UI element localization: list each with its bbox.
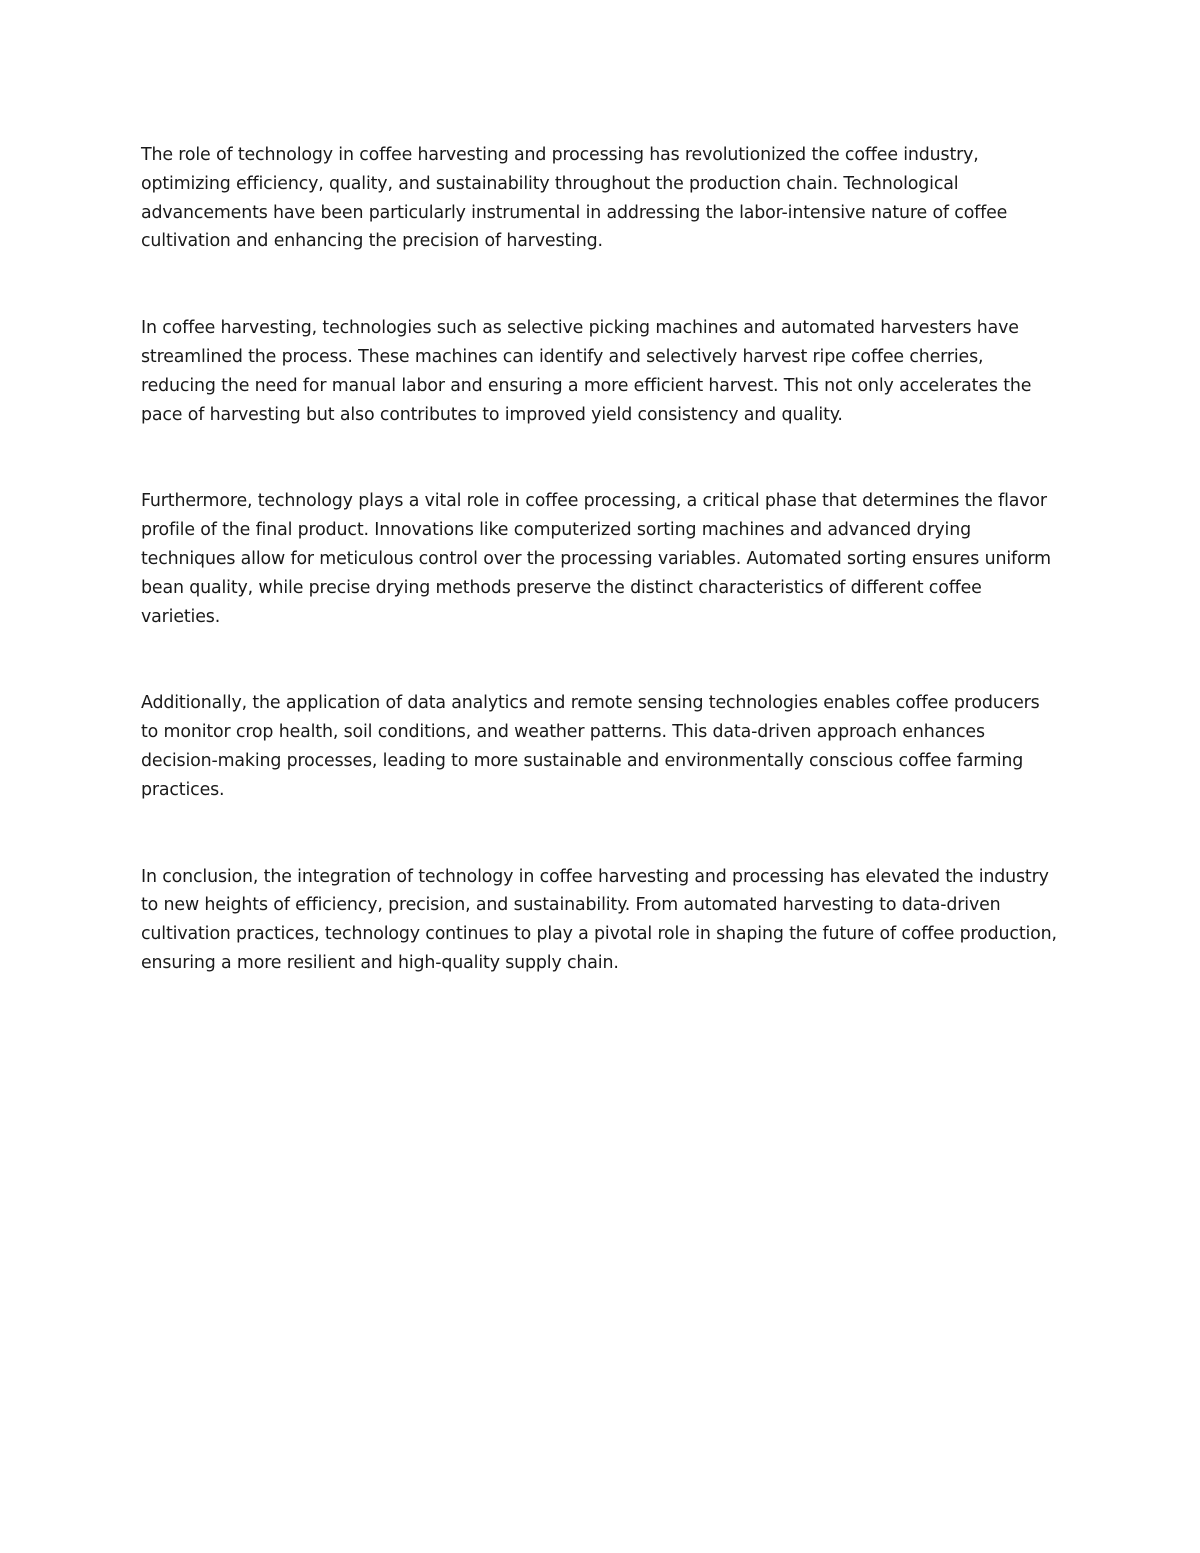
paragraph-2: In coffee harvesting, technologies such as selective picking machines and automated harvesters have streamlined the process. These machines can identify and selectively harvest ripe coffee cherries, reducing the need for manual labor and ensuring a more efficient harvest. This not only accelerates the pace of harvesting but also contributes to improved yield consistency and quality. xyxy=(141,318,1032,425)
paragraph-1: The role of technology in coffee harvesting and processing has revolutionized the coffee industry, optimizing efficiency, quality, and sustainability throughout the production chain. Technological advancements have been particularly instrumental in addressing the labor-intensive nature of coffee cultivation and enhancing the precision of harvesting. xyxy=(141,145,1008,252)
paragraph-3: Furthermore, technology plays a vital role in coffee processing, a critical phase that determines the flavor profile of the final product. Innovations like computerized sorting machines and advanced drying techniques allow for meticulous control over the processing variables. Automated sorting ensures uniform bean quality, while precise drying methods preserve the distinct characteristics of different coffee varieties. xyxy=(141,491,1051,627)
paragraph-5: In conclusion, the integration of technology in coffee harvesting and processing has elevated the industry to new heights of efficiency, precision, and sustainability. From automated harvesting to data-driven cultivation practices, technology continues to play a pivotal role in shaping the future of coffee production, ensuring a more resilient and high-quality supply chain. xyxy=(141,866,1057,973)
paragraph-4: Additionally, the application of data analytics and remote sensing technologies enables coffee producers to monitor crop health, soil conditions, and weather patterns. This data-driven approach enhances decision-making processes, leading to more sustainable and environmentally conscious coffee farming practices. xyxy=(141,693,1040,800)
document-body xyxy=(141,141,1061,978)
